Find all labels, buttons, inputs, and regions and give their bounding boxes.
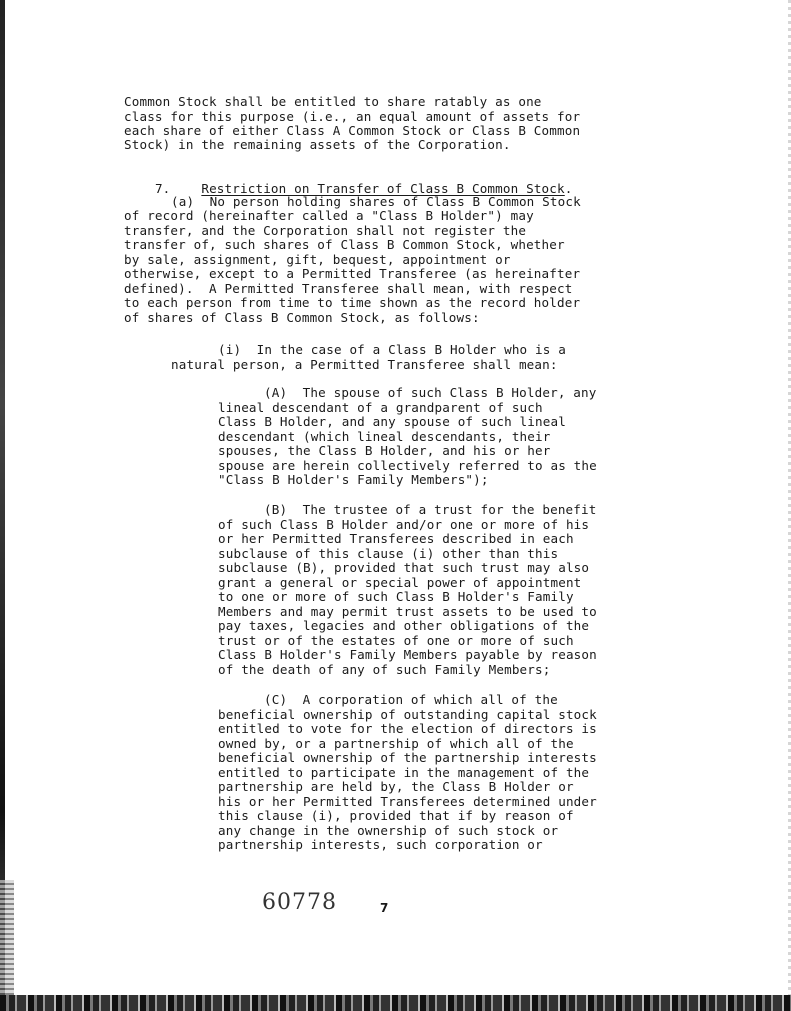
text-line: natural person, a Permitted Transferee shall mean: bbox=[171, 357, 558, 372]
text-line: Common Stock shall be entitled to share ratably as one bbox=[124, 94, 542, 109]
text-line: (C) A corporation of which all of the bbox=[264, 692, 558, 707]
scan-noise bbox=[0, 880, 14, 995]
text-line: Members and may permit trust assets to be used to bbox=[218, 604, 597, 619]
text-line: partnership are held by, the Class B Holder or bbox=[218, 779, 574, 794]
bates-stamp: 60778 bbox=[262, 890, 337, 915]
text-line: beneficial ownership of outstanding capital stock bbox=[218, 707, 597, 722]
text-line: his or her Permitted Transferees determined under bbox=[218, 794, 597, 809]
text-line: beneficial ownership of the partnership interests bbox=[218, 750, 597, 765]
text-line: lineal descendant of a grandparent of such bbox=[218, 400, 543, 415]
text-line: Class B Holder's Family Members payable by reason bbox=[218, 647, 597, 662]
text-line: transfer, and the Corporation shall not register the bbox=[124, 223, 527, 238]
text-line: otherwise, except to a Permitted Transferee (as hereinafter bbox=[124, 266, 581, 281]
section-title: Restriction on Transfer of Class B Common Stock bbox=[201, 181, 565, 196]
text-line: subclause of this clause (i) other than this bbox=[218, 546, 559, 561]
text-line: (a) No person holding shares of Class B Common Stock bbox=[171, 194, 581, 209]
text-line: owned by, or a partnership of which all of the bbox=[218, 736, 574, 751]
text-line: descendant (which lineal descendants, their bbox=[218, 429, 551, 444]
text-line: this clause (i), provided that if by reason of bbox=[218, 808, 574, 823]
text-line: entitled to vote for the election of directors is bbox=[218, 721, 597, 736]
text-line: to each person from time to time shown as the record holder bbox=[124, 295, 581, 310]
text-line: "Class B Holder's Family Members"); bbox=[218, 472, 489, 487]
text-line: Class B Holder, and any spouse of such lineal bbox=[218, 414, 566, 429]
text-line: of the death of any of such Family Members; bbox=[218, 662, 551, 677]
page-number: 7 bbox=[380, 901, 389, 915]
section-title-suffix: . bbox=[564, 181, 573, 196]
text-line: each share of either Class A Common Stock or Class B Common bbox=[124, 123, 581, 138]
text-line: grant a general or special power of appointment bbox=[218, 575, 582, 590]
text-line: pay taxes, legacies and other obligations of the bbox=[218, 618, 590, 633]
text-line: of such Class B Holder and/or one or more of his bbox=[218, 517, 590, 532]
text-line: subclause (B), provided that such trust may also bbox=[218, 560, 590, 575]
text-line: to one or more of such Class B Holder's Family bbox=[218, 589, 574, 604]
text-line: of shares of Class B Common Stock, as follows: bbox=[124, 310, 480, 325]
text-line: spouse are herein collectively referred to as the bbox=[218, 458, 597, 473]
text-line: (B) The trustee of a trust for the benefit bbox=[264, 502, 597, 517]
text-line: partnership interests, such corporation or bbox=[218, 837, 543, 852]
text-line: transfer of, such shares of Class B Common Stock, whether bbox=[124, 237, 565, 252]
scan-bottom-edge bbox=[0, 995, 791, 1011]
text-line: (A) The spouse of such Class B Holder, any bbox=[264, 385, 597, 400]
text-line: any change in the ownership of such stock or bbox=[218, 823, 559, 838]
text-line: by sale, assignment, gift, bequest, appointment or bbox=[124, 252, 511, 267]
text-line: of record (hereinafter called a "Class B Holder") may bbox=[124, 208, 534, 223]
text-line: class for this purpose (i.e., an equal amount of assets for bbox=[124, 109, 581, 124]
text-line: entitled to participate in the management of the bbox=[218, 765, 590, 780]
section-number: 7. bbox=[154, 181, 171, 196]
scan-left-edge bbox=[0, 0, 5, 1011]
text-line: defined). A Permitted Transferee shall mean, with respect bbox=[124, 281, 573, 296]
text-line: (i) In the case of a Class B Holder who is a bbox=[218, 342, 566, 357]
text-line: Stock) in the remaining assets of the Corporation. bbox=[124, 137, 511, 152]
text-line: trust or of the estates of one or more of such bbox=[218, 633, 574, 648]
text-line: spouses, the Class B Holder, and his or her bbox=[218, 443, 551, 458]
text-line: or her Permitted Transferees described in each bbox=[218, 531, 574, 546]
